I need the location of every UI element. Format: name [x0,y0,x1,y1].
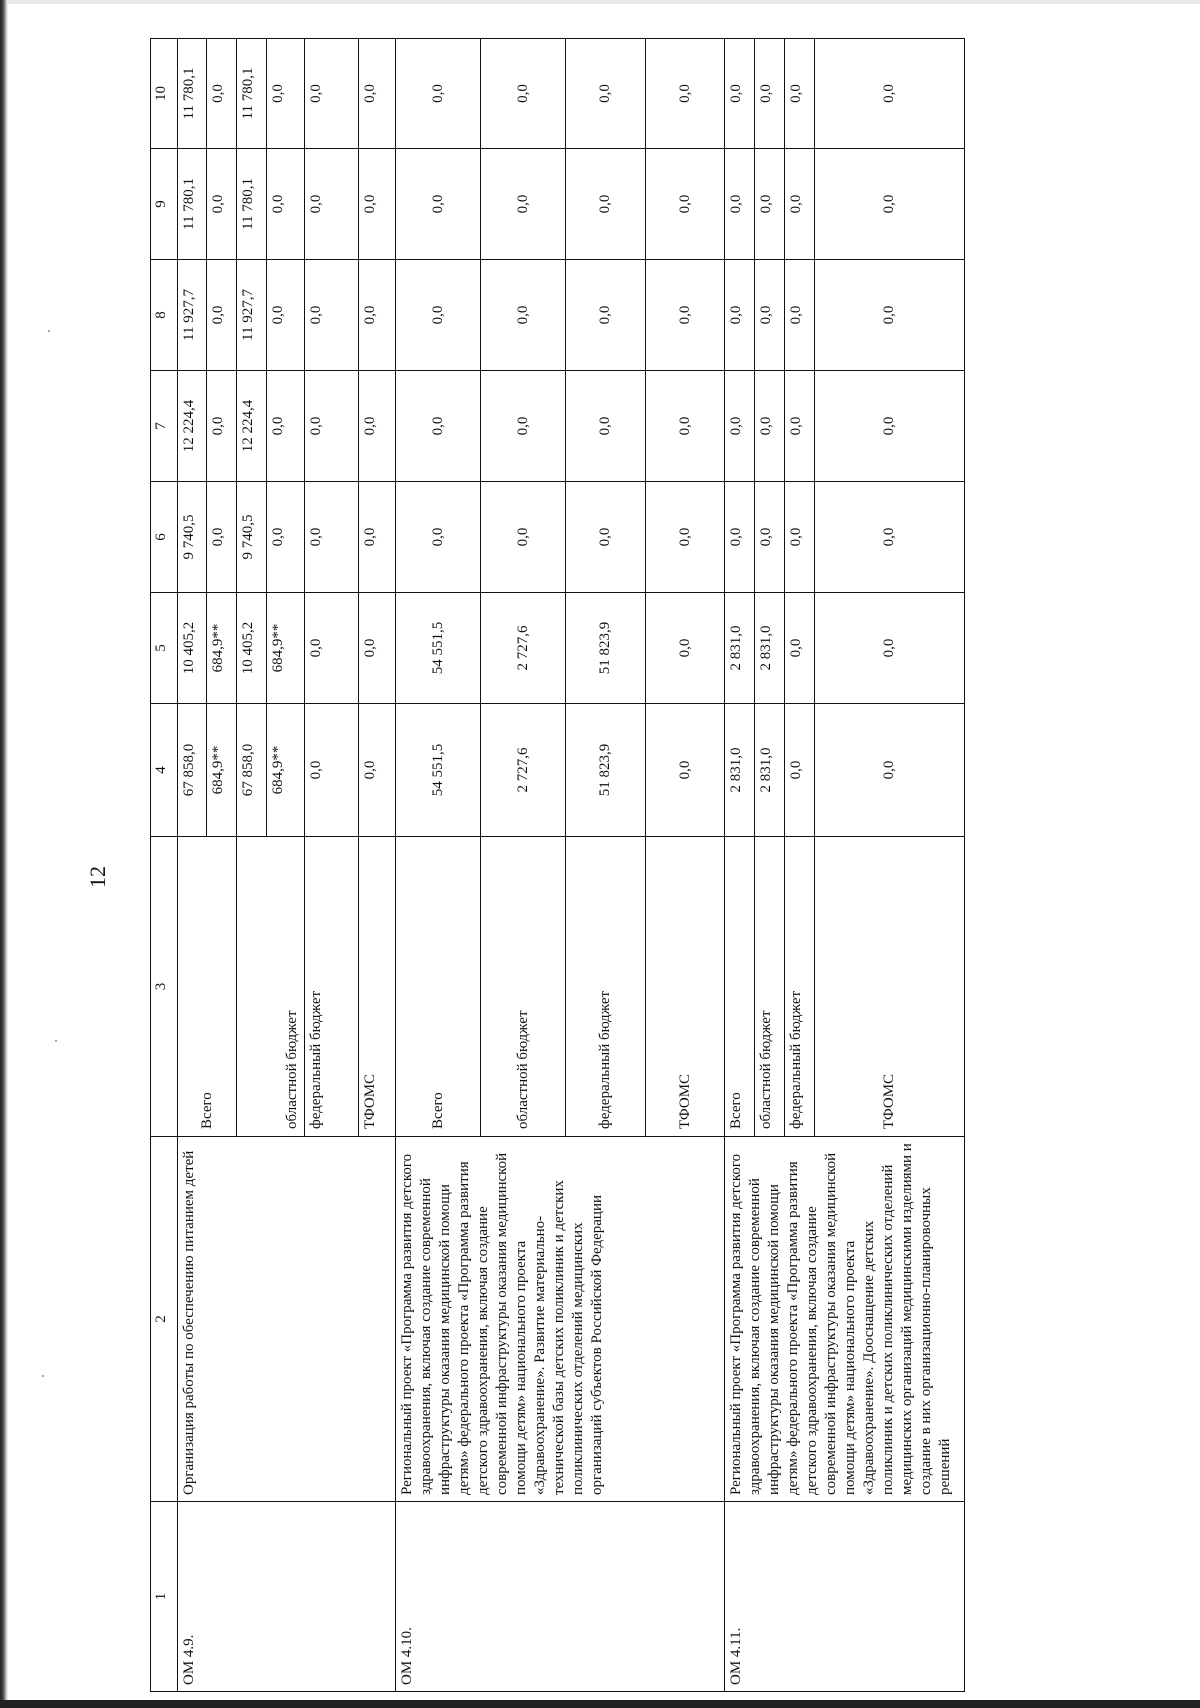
funding-source: областной бюджет [755,837,785,1137]
table-cell: 684,9** [207,704,237,837]
measure-code: ОМ 4.10. [396,1502,725,1692]
table-cell: 0,0 [815,704,965,837]
table-cell: 0,0 [305,39,359,149]
table-cell: 0,0 [815,149,965,260]
table-cell: 0,0 [359,704,396,837]
table-cell: 0,0 [785,149,815,260]
table-cell: 0,0 [305,482,359,593]
table-cell: 0,0 [481,371,566,482]
table-cell: 0,0 [815,593,965,704]
table-cell: 0,0 [566,482,646,593]
table-cell: 11 780,1 [237,39,267,149]
table-cell: 0,0 [267,260,305,371]
table-cell: 2 727,6 [481,593,566,704]
table-cell: 67 858,0 [178,704,207,837]
column-number: 10 [151,39,178,149]
table-cell: 0,0 [267,39,305,149]
funding-source: Всего [178,837,237,1137]
table-cell: 0,0 [785,39,815,149]
table-cell: 0,0 [785,704,815,837]
page-number: 12 [85,866,110,888]
table-cell: 0,0 [646,704,725,837]
funding-source: Всего [396,837,481,1137]
funding-table [150,38,965,1692]
table-cell: 0,0 [815,371,965,482]
table-cell: 0,0 [207,371,237,482]
table-cell: 51 823,9 [566,704,646,837]
scan-edge-left [0,0,8,1708]
table-cell: 0,0 [725,371,755,482]
measure-name: Региональный проект «Программа развития детского здравоохранения, включая создание современной инфраструктуры оказания медицинской помощи детям» федерального проекта «Программа развития детского здравоохранения, включая создание современной инфраструктуры оказания медицинской помощи детям» национального проекта «Здравоохранение». Развитие материально-технической базы детских поликлиник и детских поликлинических отделений медицинских организаций субъектов Российской Федерации [396,1137,725,1502]
scan-edge-top [0,0,1200,4]
table-cell: 0,0 [646,39,725,149]
table-cell: 9 740,5 [237,482,267,593]
table-cell: 0,0 [305,593,359,704]
table-cell: 0,0 [815,260,965,371]
table-cell: 0,0 [207,482,237,593]
scan-edge-bottom [0,1700,1200,1708]
table-cell: 12 224,4 [237,371,267,482]
funding-source: Всего [725,837,755,1137]
table-cell: 0,0 [815,482,965,593]
table-cell: 0,0 [267,149,305,260]
table-cell: 67 858,0 [237,704,267,837]
measure-code: ОМ 4.9. [178,1502,396,1692]
table-cell: 0,0 [396,371,481,482]
table-cell: 9 740,5 [178,482,207,593]
measure-name: Региональный проект «Программа развития детского здравоохранения, включая создание современной инфраструктуры оказания медицинской помощи детям» федерального проекта «Программа развития детского здравоохранения, включая создание современной инфраструктуры оказания медицинской помощи детям» национального проекта «Здравоохранение». Дооснащение детских поликлиник и детских поликлинических отделений медицинских организаций медицинскими изделиями и создание в них организационно-планировочных решений [725,1137,965,1502]
table-cell: 0,0 [755,260,785,371]
table-cell: 0,0 [267,371,305,482]
funding-source: федеральный бюджет [566,837,646,1137]
funding-source: федеральный бюджет [305,837,359,1137]
table-cell: 0,0 [359,39,396,149]
table-cell: 0,0 [785,482,815,593]
table-cell: 10 405,2 [237,593,267,704]
table-cell: 2 831,0 [755,593,785,704]
funding-source: ТФОМС [646,837,725,1137]
table-cell: 0,0 [646,149,725,260]
table-cell: 0,0 [305,704,359,837]
table-cell: 51 823,9 [566,593,646,704]
table-cell: 0,0 [396,149,481,260]
table-cell: 0,0 [755,482,785,593]
table-cell: 11 927,7 [178,260,207,371]
table-cell: 0,0 [755,371,785,482]
table-cell: 0,0 [815,39,965,149]
table-cell: 0,0 [566,149,646,260]
column-number: 7 [151,371,178,482]
column-number: 8 [151,260,178,371]
table-cell: 0,0 [646,371,725,482]
table-cell: 0,0 [305,149,359,260]
column-number: 5 [151,593,178,704]
table-cell: 0,0 [725,39,755,149]
table-cell: 2 727,6 [481,704,566,837]
table-cell: 0,0 [785,593,815,704]
table-cell: 54 551,5 [396,704,481,837]
table-cell: 0,0 [305,371,359,482]
table-cell: 0,0 [207,39,237,149]
measure-name: Организация работы по обеспечению питанием детей [178,1137,396,1502]
table-cell: 684,9** [267,593,305,704]
scan-speck [42,1375,44,1377]
table-cell: 0,0 [359,371,396,482]
table-cell: 11 780,1 [237,149,267,260]
table-cell: 0,0 [396,39,481,149]
table-cell: 0,0 [785,260,815,371]
table-cell: 0,0 [481,260,566,371]
table-cell: 2 831,0 [725,704,755,837]
table-cell: 0,0 [481,149,566,260]
table-cell: 684,9** [267,704,305,837]
table-cell: 0,0 [646,260,725,371]
table-cell: 2 831,0 [755,704,785,837]
table-cell: 0,0 [359,593,396,704]
table-cell: 0,0 [566,371,646,482]
table-cell: 0,0 [359,149,396,260]
table-cell: 0,0 [755,39,785,149]
table-cell: 2 831,0 [725,593,755,704]
table-cell: 54 551,5 [396,593,481,704]
rotated-table-container [150,39,1100,1692]
scan-speck [48,330,50,332]
table-row [725,39,755,1692]
funding-source: ТФОМС [359,837,396,1137]
measure-code: ОМ 4.11. [725,1502,965,1692]
table-cell: 0,0 [305,260,359,371]
table-cell: 0,0 [646,593,725,704]
table-cell: 0,0 [267,482,305,593]
table-cell: 0,0 [396,482,481,593]
funding-source: областной бюджет [481,837,566,1137]
table-cell: 0,0 [359,482,396,593]
table-row [396,39,481,1692]
column-number-row [151,39,178,1692]
table-cell: 684,9** [207,593,237,704]
table-cell: 11 927,7 [237,260,267,371]
table-cell: 0,0 [566,260,646,371]
table-cell: 0,0 [785,371,815,482]
table-cell: 0,0 [725,482,755,593]
table-cell: 12 224,4 [178,371,207,482]
table-cell: 0,0 [481,482,566,593]
table-cell: 0,0 [755,149,785,260]
table-cell: 0,0 [566,39,646,149]
funding-source: областной бюджет [237,837,305,1137]
table-cell: 0,0 [207,260,237,371]
table-cell: 0,0 [481,39,566,149]
column-number: 9 [151,149,178,260]
table-row [178,39,207,1692]
funding-source: ТФОМС [815,837,965,1137]
table-cell: 0,0 [725,260,755,371]
table-cell: 11 780,1 [178,149,207,260]
column-number: 4 [151,704,178,837]
scan-speck [55,1040,57,1042]
column-number: 2 [151,1137,178,1502]
table-cell: 0,0 [359,260,396,371]
column-number: 1 [151,1502,178,1692]
column-number: 6 [151,482,178,593]
table-cell: 11 780,1 [178,39,207,149]
table-cell: 10 405,2 [178,593,207,704]
table-cell: 0,0 [396,260,481,371]
table-cell: 0,0 [646,482,725,593]
column-number: 3 [151,837,178,1137]
table-cell: 0,0 [207,149,237,260]
funding-source: федеральный бюджет [785,837,815,1137]
table-cell: 0,0 [725,149,755,260]
